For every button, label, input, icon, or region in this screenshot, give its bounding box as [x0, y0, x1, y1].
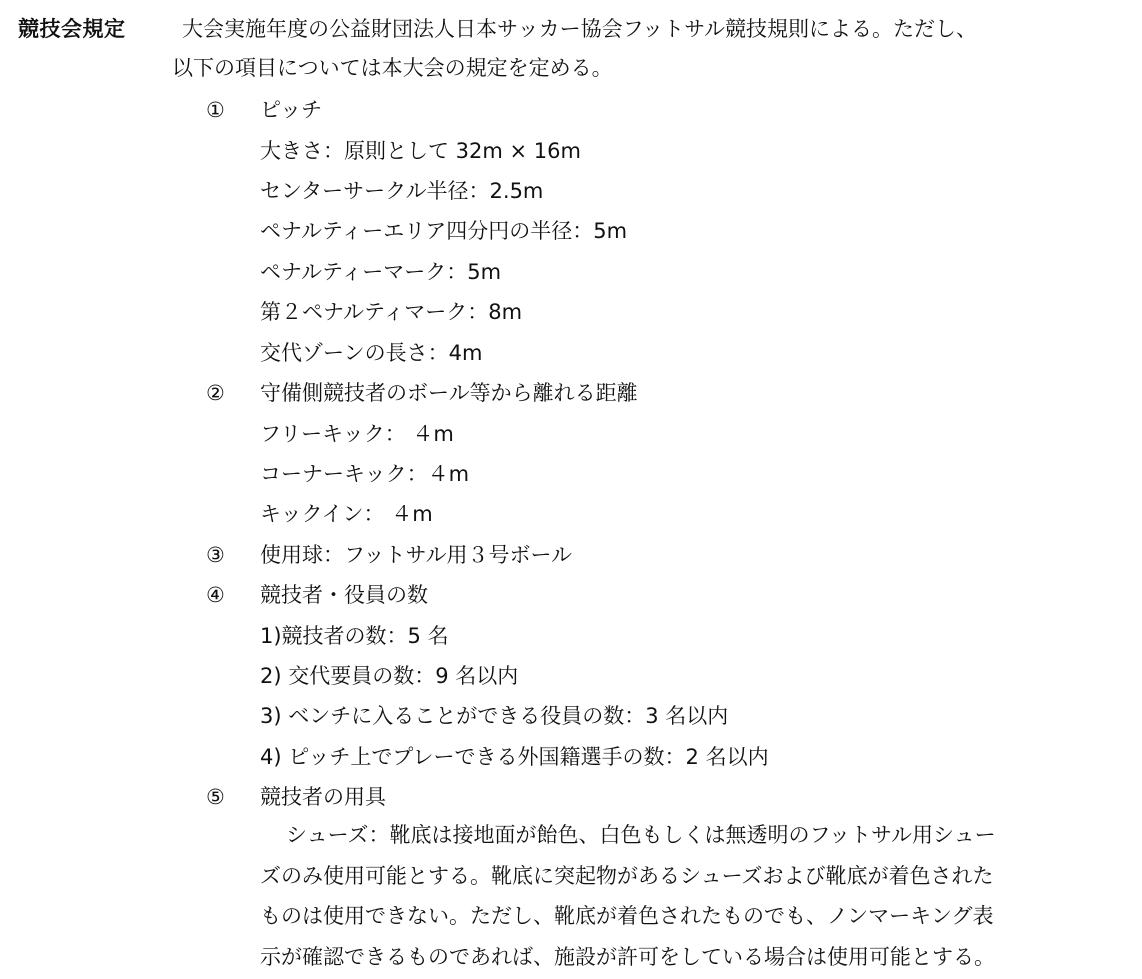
detail-line: 2) 交代要員の数：9 名以内 [260, 664, 519, 688]
item-number: ④ [206, 583, 225, 607]
intro-line: 以下の項目については本大会の規定を定める。 [172, 56, 613, 80]
item-number: ③ [206, 543, 225, 567]
paragraph-line: 示が確認できるものであれば、施設が許可をしている場合は使用可能とする。 [260, 944, 995, 969]
section-heading: 競技会規定 [18, 17, 126, 41]
detail-line: 大きさ：原則として 32m × 16m [260, 139, 581, 163]
detail-line: センターサークル半径：2.5m [260, 179, 544, 203]
detail-line: 交代ゾーンの長さ：4m [260, 341, 483, 365]
detail-line: 第２ペナルティマーク：8m [260, 300, 523, 324]
detail-line: ペナルティーマーク：5m [260, 260, 502, 284]
intro-paragraph [172, 14, 1122, 83]
paragraph-line: シューズ：靴底は接地面が飴色、白色もしくは無透明のフットサル用シュー [286, 823, 996, 847]
item-number: ① [206, 98, 225, 122]
detail-line: フリーキック： ４m [260, 422, 454, 446]
item-number: ⑤ [206, 785, 225, 809]
intro-line: 大会実施年度の公益財団法人日本サッカー協会フットサル競技規則による。ただし、 [182, 17, 978, 41]
item-title: 競技者・役員の数 [260, 583, 428, 607]
detail-line: コーナーキック：４m [260, 462, 470, 486]
paragraph-line: ものは使用できない。ただし、靴底が着色されたものでも、ノンマーキング表 [260, 904, 994, 928]
detail-line: 1)競技者の数：5 名 [260, 624, 449, 648]
detail-line: キックイン： ４m [260, 502, 433, 526]
item-number: ② [206, 381, 225, 405]
item-title: 守備側競技者のボール等から離れる距離 [260, 381, 638, 405]
equipment-paragraph [260, 815, 1120, 977]
detail-line: 3) ベンチに入ることができる役員の数：3 名以内 [260, 704, 729, 728]
detail-line: ペナルティーエリア四分円の半径：5m [260, 219, 628, 243]
item-title: 使用球：フットサル用３号ボール [260, 543, 573, 567]
paragraph-line: ズのみ使用可能とする。靴底に突起物があるシューズおよび靴底が着色された [260, 863, 994, 888]
item-title: 競技者の用具 [260, 785, 386, 809]
detail-line: 4) ピッチ上でプレーできる外国籍選手の数：2 名以内 [260, 745, 769, 769]
item-title: ピッチ [260, 98, 323, 122]
